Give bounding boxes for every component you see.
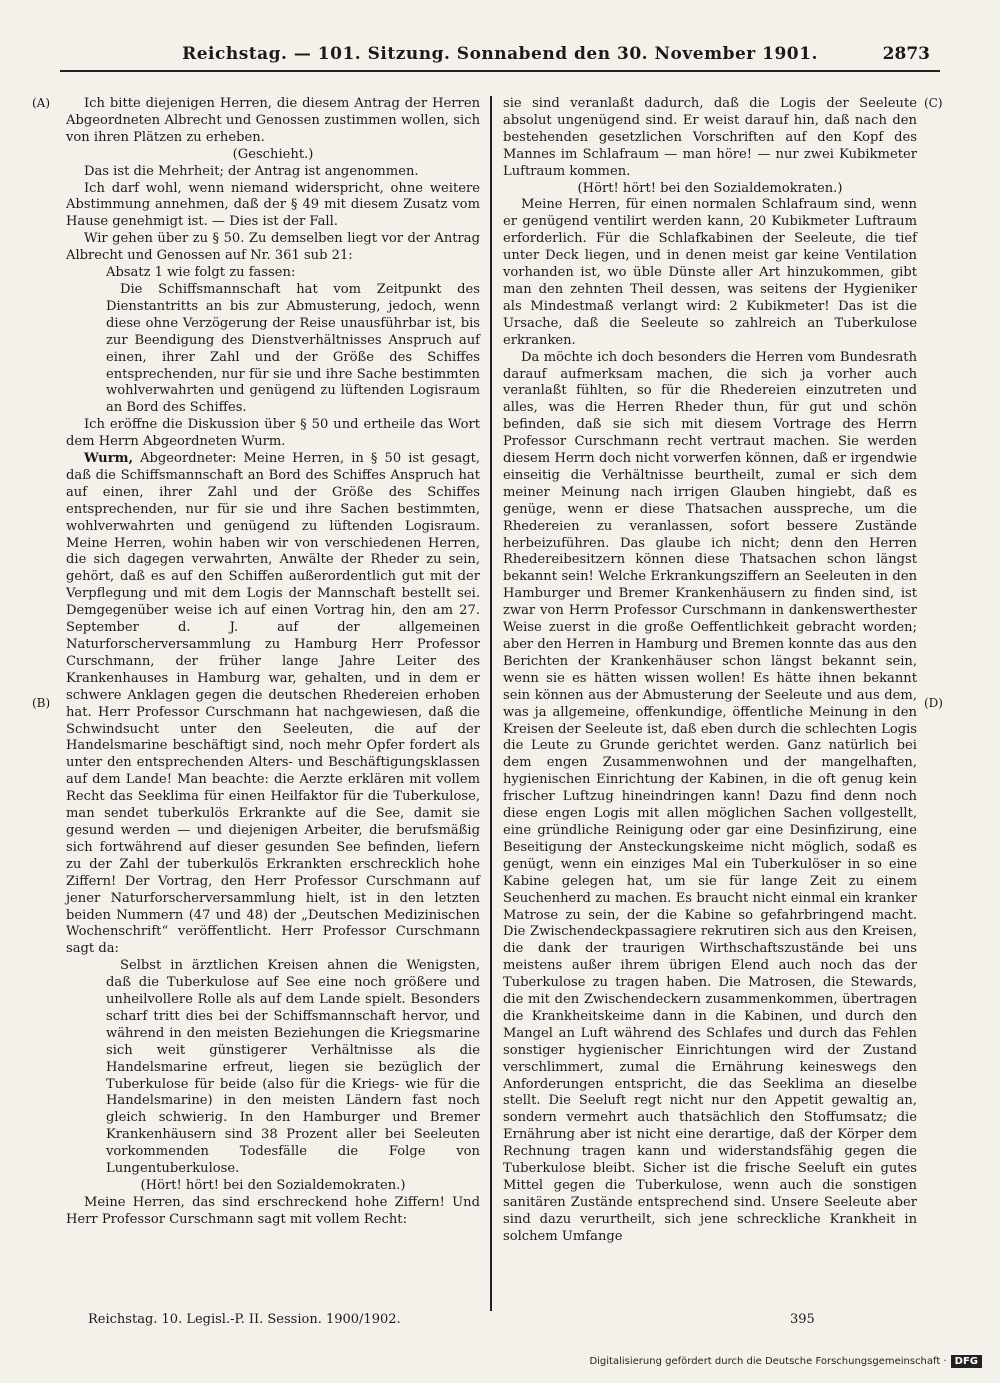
paragraph: Ich eröffne die Diskussion über § 50 und ertheile das Wort dem Herrn Abgeordneten Wurm. <box>66 417 480 450</box>
interjection: (Geschieht.) <box>232 146 314 162</box>
margin-marker-c: (C) <box>924 96 943 110</box>
digitization-text: Digitalisierung gefördert durch die Deutsche Forschungsgemeinschaft · <box>589 1356 947 1367</box>
left-column <box>66 96 480 1229</box>
paragraph: Ich bitte diejenigen Herren, die diesem Antrag der Herren Abgeordneten Albrecht und Genossen zustimmen wollen, sich von ihren Plätzen zu erheben. <box>66 96 480 145</box>
footer-sheet-number: 395 <box>790 1312 815 1327</box>
quoted-text: Selbst in ärztlichen Kreisen ahnen die Wenigsten, daß die Tuberkulose auf See eine noch größere und unheilvollere Rolle als auf dem Lande spielt. Besonders scharf tritt dies bei der Schiffsmannschaft hervor, und während in den meisten Beziehungen die Kriegsmarine sich weit günstigerer Verhältnisse als die Handelsmarine erfreut, liegen sie bezüglich der Tuberkulose für beide (also für die Kriegs- wie für die Handelsmarine) in den meisten Ländern fast noch gleich schwierig. In den Hamburger und Bremer Krankenhäusern sind 38 Prozent aller bei Seeleuten vorkommenden Todesfälle die Folge von Lungentuberkulose. <box>106 958 480 1177</box>
interjection: (Hört! hört! bei den Sozialdemokraten.) <box>577 180 843 196</box>
page-header <box>60 40 940 72</box>
speaker-name: Wurm, <box>84 451 134 467</box>
digitization-notice <box>589 1355 982 1368</box>
paragraph: Das ist die Mehrheit; der Antrag ist angenommen. <box>84 163 419 179</box>
paragraph: Meine Herren, das sind erschreckend hohe Ziffern! Und Herr Professor Curschmann sagt mit vollem Recht: <box>66 1194 480 1227</box>
paragraph: Ich darf wohl, wenn niemand widerspricht, ohne weitere Abstimmung annehmen, daß der § 49 mit diesem Zusatz vom Hause genehmigt ist. — Dies ist der Fall. <box>66 180 480 230</box>
margin-marker-b: (B) <box>32 696 51 710</box>
paragraph: Wir gehen über zu § 50. Zu demselben liegt vor der Antrag Albrecht und Genossen auf Nr. 361 sub 21: <box>66 231 480 264</box>
page-number: 2873 <box>882 44 930 64</box>
paragraph: Da möchte ich doch besonders die Herren vom Bundesrath darauf aufmerksam machen, die sich ja vorher auch veranlaßt fühlten, so für die Rhedereien einzutreten und alles, was die Herren Rheder thun, für gut und schön befinden, daß sie sich mit diesem Vortrage des Herrn Professor Curschmann recht vertraut machen. Sie werden diesem Herrn doch nicht vorwerfen können, daß er irgendwie einseitig die Verhältnisse beurtheilt, zumal er sich dem meiner Meinung nach irrigen Glauben hingiebt, daß es genüge, wenn er diese Thatsachen ausspreche, um die Rhedereien zu veranlassen, sofort bessere Zustände herbeizuführen. Das glaube ich nicht; denn den Herren Rhedereibesitzern können diese Thatsachen schon längst bekannt sein! Welche Erkrankungsziffern an Seeleuten in den Hamburger und Bremer Krankenhäusern zu finden sind, ist zwar von Herrn Professor Curschmann in dankenswerthester Weise zuerst in die große Oeffentlichkeit gebracht worden; aber den Herren in Hamburg und Bremen konnte das aus den Berichten der Krankenhäuser schon längst bekannt sein, wenn sie es hätten wissen wollen! Es hätte ihnen bekannt sein können aus der Abmusterung der Seeleute und aus dem, was ja allgemeine, offenkundige, öffentliche Meinung in den Kreisen der Seeleute ist, daß eben durch die schlechten Logis die Leute zu Grunde gerichtet werden. Ganz natürlich bei dem engen Zusammenwohnen und der mangelhaften, hygienischen Einrichtung der Kabinen, in die oft genug kein frischer Luftzug hineindringen kann! Dazu find denn noch diese engen Logis mit allen möglichen Sachen vollgestellt, eine gründliche Reinigung oder gar eine Desinfizirung, eine Beseitigung der Ansteckungskeime nicht möglich, sodaß es genügt, wenn ein einziges Mal ein Tuberkulöser in so eine Kabine gelegen hat, um sie für lange Zeit zu einem Seuchenherd zu machen. Es braucht nicht einmal ein kranker Matrose zu sein, der die Kabine so gefahrbringend macht. Die Zwischendeckpassagiere rekrutiren sich aus den Kreisen, die dank der traurigen Wirthschaftszustände bei uns meistens außer ihrem übrigen Elend auch noch das der Tuberkulose zu tragen haben. Die Matrosen, die Stewards, die mit den Zwischendeckern zusammenkommen, übertragen die Krankheitskeime dann in die Kabinen, und durch den Mangel an Luft während des Schlafes und durch das Fehlen sonstiger hygienischer Einrichtungen wird der Zustand verschlimmert, zumal die Ernährung keineswegs den Anforderungen entspricht, die das Seeklima an dieselbe stellt. Die Seeluft regt nicht nur den Appetit gewaltig an, sondern vermehrt auch thatsächlich den Stoffumsatz; die Ernährung aber ist nicht eine derartige, daß der Körper dem Rechnung tragen kann und widerstandsfähig gegen die Tuberkulose bleibt. Sicher ist die frische Seeluft ein gutes Mittel gegen die Tuberkulose, wenn auch die sonstigen sanitären Zustände entsprechend sind. Unsere Seeleute aber sind dazu verurtheilt, sich jene schreckliche Krankheit in solchem Umfange <box>503 349 917 1244</box>
paragraph: Meine Herren, für einen normalen Schlafraum sind, wenn er genügend ventilirt werden kann, 20 Kubikmeter Luftraum erforderlich. Für die Schlafkabinen der Seeleute, die tief unter Deck liegen, und in denen meist gar keine Ventilation vorhanden ist, wo üble Dünste aller Art hinzukommen, gibt man den zehnten Theil dessen, was seitens der Hygieniker als Mindestmaß verlangt wird: 2 Kubikmeter! Das ist die Ursache, daß die Seeleute so zahlreich an Tuberkulose erkranken. <box>503 197 917 348</box>
header-title: Reichstag. — 101. Sitzung. Sonnabend den 30. November 1901. <box>182 44 818 64</box>
margin-marker-d: (D) <box>924 696 943 710</box>
quoted-text: Die Schiffsmannschaft hat vom Zeitpunkt des Dienstantritts an bis zur Abmusterung, jedoch, wenn diese ohne Verzögerung der Reise unausführbar ist, bis zur Beendigung des Dienstverhältnisses Anspruch auf einen, ihrer Zahl und der Größe des Schiffes entsprechenden, nur für sie und ihre Sache bestimmten wohlverwahrten und genügend zu lüftenden Logisraum an Bord des Schiffes. <box>106 281 480 416</box>
paragraph: Absatz 1 wie folgt zu fassen: <box>106 265 296 281</box>
column-divider <box>490 96 492 1311</box>
right-column <box>503 96 917 1246</box>
margin-marker-a: (A) <box>32 96 51 110</box>
speech-text: Abgeordneter: Meine Herren, in § 50 ist gesagt, daß die Schiffsmannschaft an Bord des Schiffes Anspruch hat auf einen, ihrer Zahl und der Größe des Schiffes entsprechenden, nur für sie und ihre Sachen bestimmten, wohlverwahrten und genügend zu lüftenden Logisraum. Meine Herren, wohin haben wir von verschiedenen Herren, die sich dagegen verwahrten, Anwälte der Rheder zu sein, gehört, daß es auf den Schiffen außerordentlich gut mit der Verpflegung und mit dem Logis der Mannschaft bestellt sei. Demgegenüber weise ich auf einen Vortrag hin, den am 27. September d. J. auf der allgemeinen Naturforscherversammlung zu Hamburg Herr Professor Curschmann, der früher lange Jahre Leiter des Krankenhauses in Hamburg war, gehalten, und in dem er schwere Anklagen gegen die deutschen Rhedereien erhoben hat. Herr Professor Curschmann hat nachgewiesen, daß die Schwindsucht unter den Seeleuten, die auf der Handelsmarine beschäftigt sind, noch mehr Opfer fordert als unter den entsprechenden Alters- und Beschäftigungsklassen auf dem Lande! Man beachte: die Aerzte erklären mit vollem Recht das Seeklima für einen Heilfaktor für die Tuberkulose, man sendet tuberkulös Erkrankte auf die See, damit sie gesund werden — und diejenigen Arbeiter, die berufsmäßig sich fortwährend auf dieser gesunden See befinden, liefern zu der Zahl der tuberkulös Erkrankten erschrecklich hohe Ziffern! Der Vortrag, den Herr Professor Curschmann auf jener Naturforscherversammlung hielt, ist in den letzten beiden Nummern (47 und 48) der „Deutschen Medizinischen Wochenschrift“ veröffentlicht. Herr Professor Curschmann sagt da: <box>66 451 480 957</box>
dfg-logo: DFG <box>951 1355 982 1368</box>
interjection: (Hört! hört! bei den Sozialdemokraten.) <box>140 1178 406 1193</box>
speech <box>66 451 480 958</box>
paragraph: sie sind veranlaßt dadurch, daß die Logis der Seeleute absolut ungenügend sind. Er weist darauf hin, daß nach den bestehenden gesetzlichen Vorschriften auf den Kopf des Mannes im Schlafraum — man höre! — nur zwei Kubikmeter Luftraum kommen. <box>503 96 917 179</box>
footer-session-info: Reichstag. 10. Legisl.-P. II. Session. 1900/1902. <box>88 1312 401 1327</box>
